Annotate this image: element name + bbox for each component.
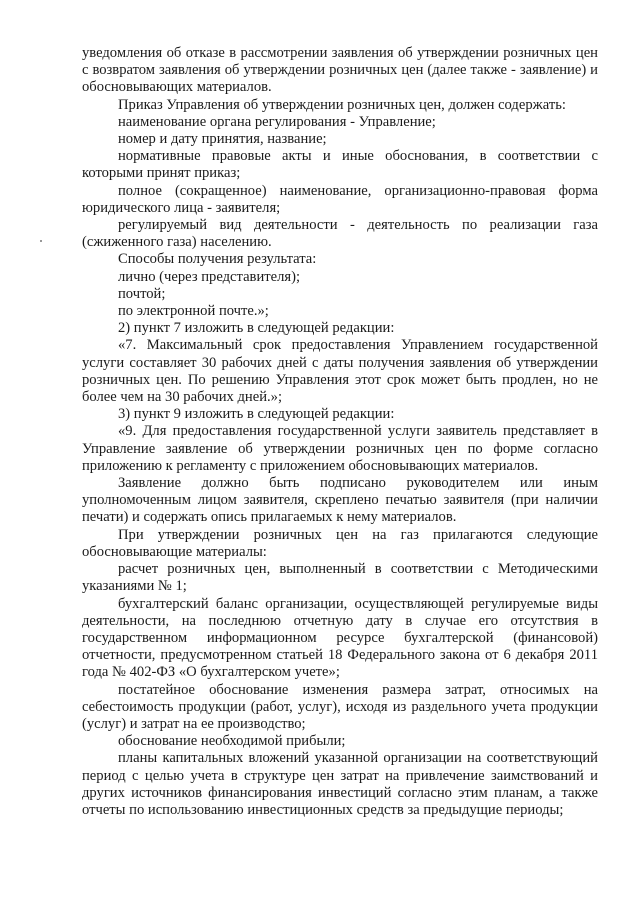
paragraph: нормативные правовые акты и иные обоснования, в соответствии с которыми принят приказ; [82,148,598,182]
paragraph: Способы получения результата: [118,251,317,268]
document-body [82,45,598,819]
paragraph: 2) пункт 7 изложить в следующей редакции: [118,320,395,337]
paragraph: При утверждении розничных цен на газ прилагаются следующие обосновывающие материалы: [82,526,598,560]
paragraph: номер и дату принятия, название; [118,131,327,148]
paragraph: по электронной почте.»; [118,303,269,320]
paragraph: почтой; [118,285,166,302]
scan-speck [40,240,42,242]
paragraph: постатейное обоснование изменения размера затрат, относимых на себестоимость продукции (работ, услуг), исходя из раздельного учета продукции (услуг) и затрат на ее производство; [82,681,598,732]
paragraph: 3) пункт 9 изложить в следующей редакции: [118,406,395,423]
paragraph: лично (через представителя); [118,268,301,285]
paragraph: планы капитальных вложений указанной организации на соответствующий период с целью учета в структуре цен затрат на привлечение заимствований и других источников финансирования инвестиций согласно этим планам, а также отчеты по использованию инвестиционных средств за предыдущие периоды; [82,750,598,818]
paragraph: регулируемый вид деятельности - деятельность по реализации газа (сжиженного газа) населению. [82,217,598,251]
paragraph: полное (сокращенное) наименование, организационно-правовая форма юридического лица - заявителя; [82,182,598,216]
paragraph: обоснование необходимой прибыли; [118,733,346,750]
paragraph: уведомления об отказе в рассмотрении заявления об утверждении розничных цен с возвратом заявления об утверждении розничных цен (далее также - заявление) и обосновывающих материалов. [82,45,598,96]
paragraph: бухгалтерский баланс организации, осуществляющей регулируемые виды деятельности, на последнюю отчетную дату в случае его отсутствия в государственном информационном ресурсе бухгалтерской (финансовой) отчетности, предусмотренном статьей 18 Федерального закона от 6 декабря 2011 года № 402-ФЗ «О бухгалтерском учете»; [82,595,598,681]
paragraph: «7. Максимальный срок предоставления Управлением государственной услуги составляет 30 рабочих дней с даты получения заявления об утверждении розничных цен. По решению Управления этот срок может быть продлен, но не более чем на 30 рабочих дней.»; [82,337,598,406]
paragraph: Заявление должно быть подписано руководителем или иным уполномоченным лицом заявителя, скреплено печатью заявителя (при наличии печати) и содержать опись прилагаемых к нему материалов. [82,475,598,526]
paragraph: Приказ Управления об утверждении розничных цен, должен содержать: [118,96,566,113]
paragraph: расчет розничных цен, выполненный в соответствии с Методическими указаниями № 1; [82,561,598,595]
paragraph: наименование органа регулирования - Управление; [118,113,436,130]
paragraph: «9. Для предоставления государственной услуги заявитель представляет в Управление заявление об утверждении розничных цен по форме согласно приложению к регламенту с приложением обосновывающих материалов. [82,423,598,474]
